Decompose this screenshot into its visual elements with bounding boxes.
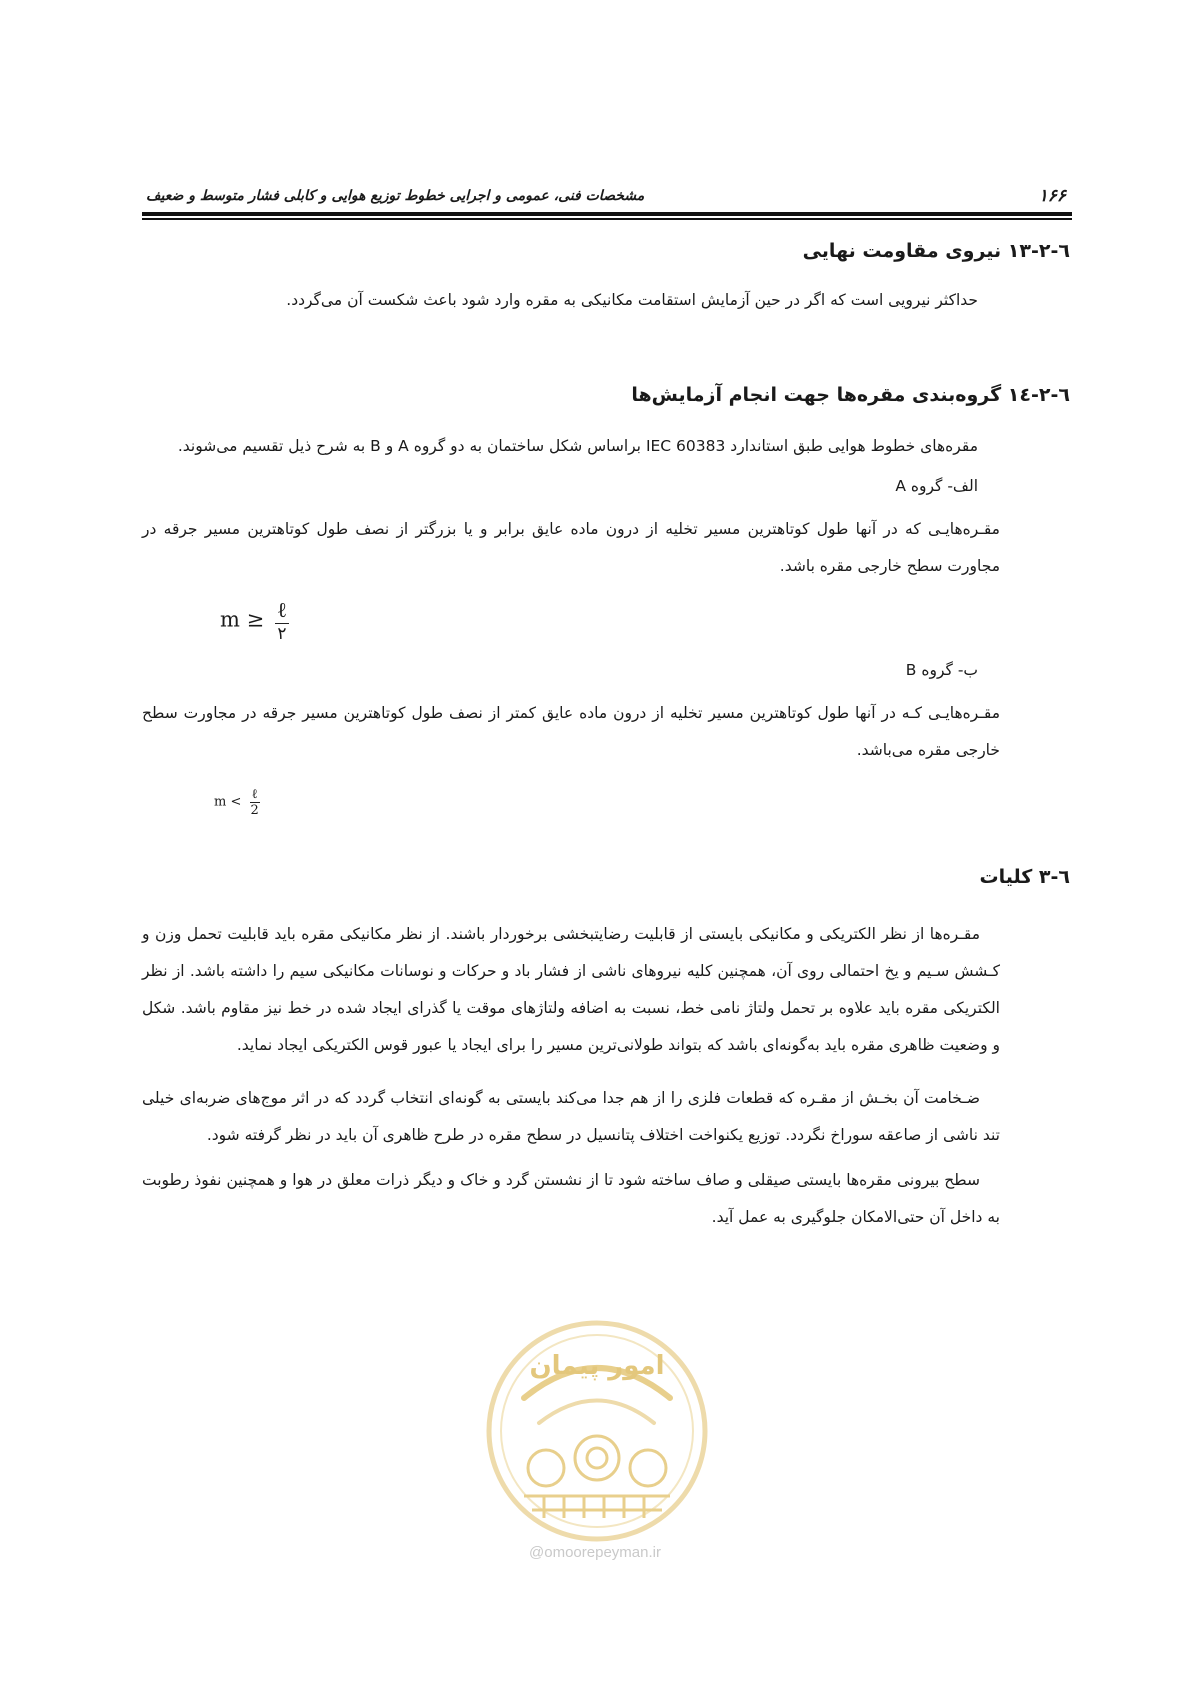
watermark-logo-text: امور پیمان [529, 1351, 665, 1381]
paragraph-grouping-intro: مقره‌های خطوط هوایی طبق استاندارد IEC 60383 براساس شکل ساختمان به دو گروه A و B به شرح ذیل تقسیم می‌شوند. [177, 437, 978, 455]
equation-group-a [220, 598, 289, 644]
page-header [146, 186, 1066, 212]
equation-a-numerator: ℓ [276, 598, 287, 622]
paragraph-general-3: سطح بیرونی مقره‌ها بایستی صیقلی و صاف ساخته شود تا از نشستن گرد و خاک و دیگر ذرات معلق در هوا و همچنین نفوذ رطوبت به داخل آن حتی‌الامکان جلوگیری به عمل آید. [142, 1171, 1000, 1226]
group-a-label: الف- گروه A [895, 477, 978, 495]
equation-b-lhs: m < [214, 794, 242, 810]
equation-b-denominator: 2 [250, 803, 259, 818]
watermark-logo [484, 1318, 710, 1544]
equation-a-denominator: ۲ [277, 624, 287, 644]
paragraph-ultimate-strength: حداکثر نیرویی است که اگر در حین آزمایش استقامت مکانیکی به مقره وارد شود باعث شکست آن می‌گردد. [286, 291, 978, 309]
section-heading-6-2-14: ٦-٢-١٤ گروه‌بندی مقره‌ها جهت انجام آزمایش‌ها [631, 384, 1070, 406]
equation-a-fraction [275, 598, 289, 644]
watermark-url: @omoorepeyman.ir [529, 1544, 661, 1561]
equation-b-numerator: ℓ [251, 787, 258, 802]
paragraph-general-1: مقـره‌ها از نظر الکتریکی و مکانیکی بایستی از قابلیت رضایتبخشی برخوردار باشند. از نظر مکانیکی مقره باید قابلیت تحمل وزن و کـشش سـیم و یخ احتمالی روی آن، همچنین کلیه نیروهای ناشی از فشار باد و حرکات و نوسانات مکانیکی سیم را داشته باشد. از نظر الکتریکی مقره باید علاوه بر تحمل ولتاژ نامی خط، نسبت به اضافه ولتاژهای موقت یا گذرای ایجاد شده در خط نیز مقاوم باشد. شکل و وضعیت ظاهری مقره باید به‌گونه‌ای باشد که بتواند طولانی‌ترین مسیر را برای ایجاد یا عبور قوس الکتریکی ایجاد نماید. [142, 925, 1000, 1054]
header-rule-thick [142, 212, 1072, 216]
paragraph-group-a: مقـره‌هایـی که در آنها طول کوتاهترین مسیر تخلیه از درون ماده عایق برابر و یا بزرگتر از نصف طول کوتاهترین مسیر جرقه در مجاورت سطح خارجی مقره باشد. [142, 520, 1000, 575]
header-rule-thin [142, 218, 1072, 220]
group-b-label: ب- گروه B [905, 661, 978, 679]
running-title: مشخصات فنی، عمومی و اجرایی خطوط توزیع هوایی و کابلی فشار متوسط و ضعیف [146, 188, 645, 204]
equation-group-b [214, 786, 260, 818]
paragraph-general-2: ضـخامت آن بخـش از مقـره که قطعات فلزی را از هم جدا می‌کند بایستی به گونه‌ای انتخاب گردد که در اثر موج‌های ضربه‌ای خیلی تند ناشی از صاعقه سوراخ نگردد. توزیع یکنواخت اختلاف پتانسیل در سطح مقره در طرح ظاهری آن باید در نظر گرفته شود. [142, 1089, 1000, 1144]
section-heading-6-3: ٦-٣ کلیات [979, 866, 1070, 888]
equation-b-fraction [250, 786, 260, 818]
section-heading-6-2-13: ٦-٢-١٣ نیروی مقاومت نهایی [802, 240, 1070, 262]
paragraph-group-b: مقـره‌هایـی کـه در آنها طول کوتاهترین مسیر تخلیه از درون ماده عایق کمتر از نصف طول کوتاهترین مسیر جرقه در مجاورت سطح خارجی مقره می‌باشد. [142, 704, 1000, 759]
equation-a-lhs: m ≥ [220, 607, 265, 632]
page-number: ۱۶۶ [1038, 186, 1066, 206]
